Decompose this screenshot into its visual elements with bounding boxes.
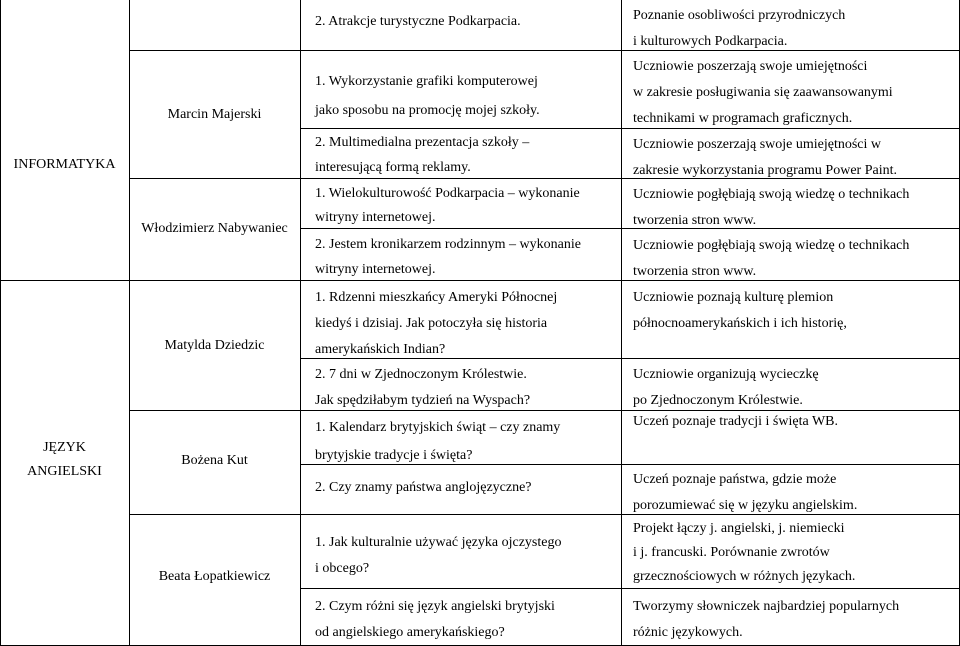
goal-cell <box>633 132 897 184</box>
goal-cell <box>633 362 819 414</box>
table-border-left <box>0 0 1 646</box>
topic-line: 2. Czym różni się język angielski brytyjski <box>315 599 555 614</box>
goal-line: północnoamerykańskich i ich historię, <box>633 316 847 331</box>
topic-cell <box>315 362 530 414</box>
teacher-lopatkiewicz: Beata Łopatkiewicz <box>158 569 271 584</box>
goal-line: Uczniowie poszerzają swoje umiejętności w <box>633 137 882 152</box>
goal-line: Uczniowie organizują wycieczkę <box>633 367 819 382</box>
subject-english <box>0 440 129 480</box>
topic-line: 1. Jak kulturalnie używać języka ojczystego <box>315 535 562 550</box>
teacher-nabywaniec: Włodzimierz Nabywaniec <box>141 221 288 236</box>
goal-cell <box>633 467 857 519</box>
goal-line: zakresie wykorzystania programu Power Paint. <box>633 163 897 178</box>
goal-line: tworzenia stron www. <box>633 264 757 279</box>
topic-cell <box>315 232 581 282</box>
topic-line: 1. Kalendarz brytyjskich świąt – czy znamy <box>315 420 561 435</box>
topic-cell <box>315 182 580 230</box>
goal-line: Uczeń poznaje państwa, gdzie może <box>633 472 837 487</box>
table-divider-subject <box>129 0 130 646</box>
goal-line: Tworzymy słowniczek najbardziej popularnych <box>633 599 900 614</box>
topic-cell <box>315 530 561 582</box>
topic-line: 2. Czy znamy państwa anglojęzyczne? <box>315 480 532 495</box>
topic-cell <box>315 14 521 30</box>
topic-cell <box>315 594 555 646</box>
goal-cell <box>633 594 899 646</box>
topic-line: witryny internetowej. <box>315 262 436 277</box>
topic-cell <box>315 130 529 180</box>
teacher-dziedzic: Matylda Dziedzic <box>164 338 265 353</box>
goal-cell <box>633 285 847 337</box>
topic-line: Jak spędziłabym tydzień na Wyspach? <box>315 393 531 408</box>
topic-line: jako sposobu na promocję mojej szkoły. <box>315 103 540 118</box>
topic-line: witryny internetowej. <box>315 210 436 225</box>
goal-cell <box>633 233 909 285</box>
goal-cell <box>633 3 845 55</box>
goal-line: Uczniowie pogłębiają swoją wiedzę o technikach <box>633 187 910 202</box>
row-line <box>300 588 960 589</box>
topic-line: 1. Rdzenni mieszkańcy Ameryki Północnej <box>315 290 558 305</box>
goal-line: Poznanie osobliwości przyrodniczych <box>633 8 846 23</box>
subject-english-line2: ANGIELSKI <box>27 464 102 479</box>
goal-line: Uczniowie poznają kulturę plemion <box>633 290 834 305</box>
goal-line: grzecznościowych w różnych językach. <box>633 569 856 584</box>
teacher-kut: Bożena Kut <box>181 453 248 468</box>
table-divider-teacher <box>300 0 301 646</box>
goal-line: Uczeń poznaje tradycji i święta WB. <box>633 414 838 429</box>
goal-line: tworzenia stron www. <box>633 213 757 228</box>
goal-cell <box>633 414 838 430</box>
topic-line: kiedyś i dzisiaj. Jak potoczyła się historia <box>315 316 548 331</box>
goal-cell <box>633 54 893 132</box>
topic-line: 2. Jestem kronikarzem rodzinnym – wykonanie <box>315 237 581 252</box>
goal-cell <box>633 517 855 589</box>
goal-line: w zakresie posługiwania się zaawansowanymi <box>633 85 893 100</box>
goal-line: Projekt łączy j. angielski, j. niemiecki <box>633 521 845 536</box>
goal-line: technikami w programach graficznych. <box>633 111 853 126</box>
topic-line: i obcego? <box>315 561 370 576</box>
topic-cell <box>315 480 532 496</box>
teacher-majerski: Marcin Majerski <box>167 107 262 122</box>
goal-line: po Zjednoczonym Królestwie. <box>633 393 803 408</box>
topic-line: interesującą formą reklamy. <box>315 160 471 175</box>
goal-line: i j. francuski. Porównanie zwrotów <box>633 545 830 560</box>
goal-line: i kulturowych Podkarpacia. <box>633 34 788 49</box>
topic-line: od angielskiego amerykańskiego? <box>315 625 505 640</box>
row-line <box>129 410 960 411</box>
topic-line: 1. Wielokulturowość Podkarpacia – wykonanie <box>315 186 580 201</box>
topic-cell <box>315 285 557 363</box>
subject-english-line1: JĘZYK <box>43 440 86 455</box>
topic-line: 2. Multimedialna prezentacja szkoły – <box>315 135 530 150</box>
topic-line: 2. Atrakcje turystyczne Podkarpacia. <box>315 14 521 29</box>
goal-cell <box>633 182 909 234</box>
topic-line: brytyjskie tradycje i święta? <box>315 448 473 463</box>
topic-cell <box>315 67 540 125</box>
topic-line: 1. Wykorzystanie grafiki komputerowej <box>315 74 538 89</box>
subject-informatics: INFORMATYKA <box>13 157 116 172</box>
goal-line: Uczniowie pogłębiają swoją wiedzę o technikach <box>633 238 910 253</box>
goal-line: Uczniowie poszerzają swoje umiejętności <box>633 59 868 74</box>
table-divider-topic <box>621 0 622 646</box>
goal-line: porozumiewać się w języku angielskim. <box>633 498 858 513</box>
goal-line: różnic językowych. <box>633 625 743 640</box>
topic-line: amerykańskich Indian? <box>315 342 446 357</box>
topic-line: 2. 7 dni w Zjednoczonym Królestwie. <box>315 367 527 382</box>
topic-cell <box>315 414 560 470</box>
